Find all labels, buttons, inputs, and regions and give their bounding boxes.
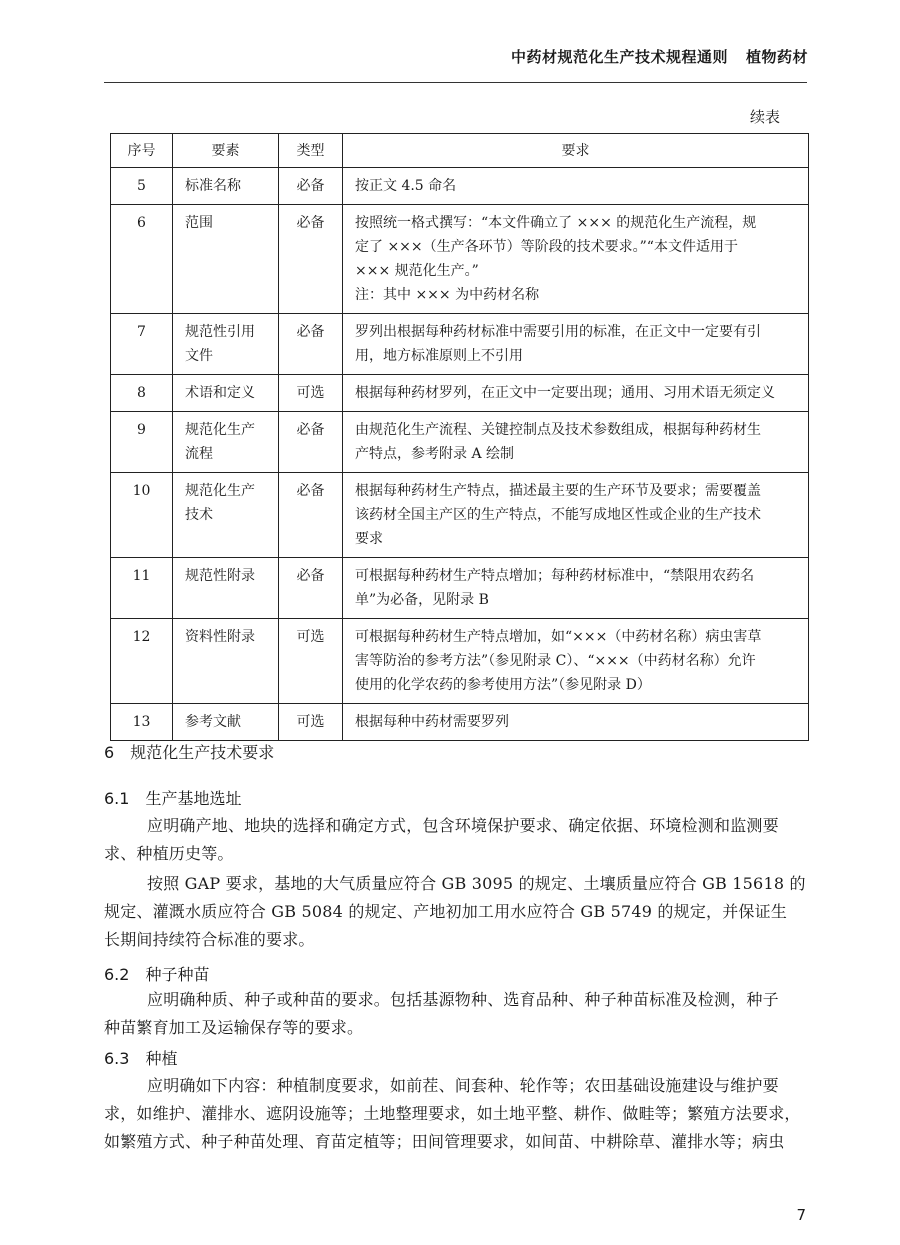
paragraph-line: 应明确产地、地块的选择和确定方式，包含环境保护要求、确定依据、环境检测和监测要: [147, 816, 779, 835]
section-6-3-paragraph-1: [104, 1072, 808, 1156]
section-title: 种植: [145, 1049, 178, 1068]
row-type: 必备: [279, 205, 343, 314]
row-requirement: [343, 205, 809, 314]
requirement-line: 按正文 4.5 命名: [355, 178, 457, 194]
section-6-heading: [104, 740, 274, 763]
row-type: 必备: [279, 168, 343, 205]
table-row: [111, 473, 809, 558]
paragraph-line: 长期间持续符合标准的要求。: [104, 930, 315, 949]
paragraph-line: 种苗繁育加工及运输保存等的要求。: [104, 1018, 364, 1037]
section-6-1-heading: [104, 786, 241, 809]
requirement-line: 单”为必备，见附录 B: [355, 592, 489, 608]
header-rule: [104, 82, 807, 83]
section-title: 生产基地选址: [145, 789, 242, 808]
table-row: [111, 619, 809, 704]
element-line: 规范化生产: [185, 422, 255, 438]
table-row: [111, 314, 809, 375]
section-title: 种子种苗: [145, 965, 210, 984]
requirement-line: 定了 ×××（生产各环节）等阶段的技术要求。”“本文件适用于: [355, 239, 738, 255]
section-title: 规范化生产技术要求: [130, 743, 275, 762]
row-element: [173, 205, 279, 314]
row-element: [173, 314, 279, 375]
section-number: 6.3: [104, 1049, 130, 1068]
section-6-1-paragraph-2: [104, 870, 808, 954]
element-line: 技术: [185, 507, 213, 523]
element-line: 规范性附录: [185, 568, 255, 584]
element-line: 资料性附录: [185, 629, 255, 645]
row-number: 7: [111, 314, 173, 375]
row-requirement: [343, 412, 809, 473]
section-6-3-heading: [104, 1046, 177, 1069]
element-line: 规范性引用: [185, 324, 255, 340]
requirement-line: 使用的化学农药的参考使用方法”（参见附录 D）: [355, 677, 651, 693]
section-number: 6.1: [104, 789, 130, 808]
row-element: [173, 619, 279, 704]
row-number: 13: [111, 704, 173, 741]
requirement-line: 用，地方标准原则上不引用: [355, 348, 523, 364]
row-type: 可选: [279, 619, 343, 704]
requirement-line: 可根据每种药材生产特点增加，如“×××（中药材名称）病虫害草: [355, 629, 762, 645]
row-number: 5: [111, 168, 173, 205]
section-number: 6.2: [104, 965, 130, 984]
table-row: [111, 704, 809, 741]
requirement-line: 罗列出根据每种药材标准中需要引用的标准，在正文中一定要有引: [355, 324, 761, 340]
paragraph-line: 按照 GAP 要求，基地的大气质量应符合 GB 3095 的规定、土壤质量应符合 GB 15618 的: [147, 874, 806, 893]
element-line: 标准名称: [185, 178, 241, 194]
table-caption: 续表: [749, 108, 780, 126]
row-requirement: [343, 168, 809, 205]
requirement-line: 根据每种药材罗列，在正文中一定要出现；通用、习用术语无须定义: [355, 385, 775, 401]
table-header-row: [111, 134, 809, 168]
table-row: [111, 168, 809, 205]
row-type: 可选: [279, 375, 343, 412]
row-requirement: [343, 704, 809, 741]
row-type: 必备: [279, 558, 343, 619]
row-number: 10: [111, 473, 173, 558]
paragraph-line: 求，如维护、灌排水、遮阴设施等；土地整理要求，如土地平整、耕作、做畦等；繁殖方法要求，: [104, 1104, 801, 1123]
page-number: 7: [796, 1206, 806, 1224]
element-line: 规范化生产: [185, 483, 255, 499]
element-line: 范围: [185, 215, 213, 231]
element-line: 流程: [185, 446, 213, 462]
requirement-line: ××× 规范化生产。”: [355, 263, 479, 279]
row-type: 必备: [279, 473, 343, 558]
row-requirement: [343, 619, 809, 704]
table-row: [111, 558, 809, 619]
row-requirement: [343, 473, 809, 558]
element-line: 参考文献: [185, 714, 241, 730]
row-type: 可选: [279, 704, 343, 741]
paragraph-line: 应明确如下内容：种植制度要求，如前茬、间套种、轮作等；农田基础设施建设与维护要: [147, 1076, 779, 1095]
column-header-type: 类型: [279, 134, 343, 168]
running-header: [511, 46, 808, 67]
requirements-table: [110, 133, 809, 741]
requirement-line: 可根据每种药材生产特点增加；每种药材标准中，“禁限用农药名: [355, 568, 755, 584]
column-header-requirement: 要求: [343, 134, 809, 168]
paragraph-line: 应明确种质、种子或种苗的要求。包括基源物种、选育品种、种子种苗标准及检测，种子: [147, 990, 779, 1009]
row-number: 9: [111, 412, 173, 473]
column-header-no: 序号: [111, 134, 173, 168]
row-requirement: [343, 314, 809, 375]
row-element: [173, 704, 279, 741]
section-6-1-paragraph-1: [104, 812, 808, 868]
requirement-note: 注：其中 ××× 为中药材名称: [355, 287, 540, 303]
table-row: [111, 412, 809, 473]
section-6-2-paragraph-1: [104, 986, 808, 1042]
element-line: 文件: [185, 348, 213, 364]
running-header-subtitle: 植物药材: [745, 48, 808, 66]
section-number: 6: [104, 743, 115, 762]
row-element: [173, 558, 279, 619]
row-element: [173, 412, 279, 473]
requirement-line: 要求: [355, 531, 383, 547]
table-row: [111, 205, 809, 314]
section-6-2-heading: [104, 962, 209, 985]
row-element: [173, 168, 279, 205]
paragraph-line: 如繁殖方式、种子种苗处理、育苗定植等；田间管理要求，如间苗、中耕除草、灌排水等；病虫: [104, 1132, 785, 1151]
table-row: [111, 375, 809, 412]
requirement-line: 由规范化生产流程、关键控制点及技术参数组成，根据每种药材生: [355, 422, 761, 438]
element-line: 术语和定义: [185, 385, 255, 401]
row-number: 11: [111, 558, 173, 619]
column-header-element: 要素: [173, 134, 279, 168]
row-element: [173, 375, 279, 412]
row-type: 必备: [279, 412, 343, 473]
paragraph-line: 求、种植历史等。: [104, 844, 234, 863]
row-type: 必备: [279, 314, 343, 375]
requirement-line: 害等防治的参考方法”（参见附录 C）、“×××（中药材名称）允许: [355, 653, 756, 669]
row-number: 6: [111, 205, 173, 314]
requirement-line: 该药材全国主产区的生产特点，不能写成地区性或企业的生产技术: [355, 507, 761, 523]
row-number: 8: [111, 375, 173, 412]
requirement-line: 根据每种中药材需要罗列: [355, 714, 509, 730]
requirement-line: 按照统一格式撰写：“本文件确立了 ××× 的规范化生产流程，规: [355, 215, 757, 231]
requirement-line: 根据每种药材生产特点，描述最主要的生产环节及要求；需要覆盖: [355, 483, 761, 499]
row-element: [173, 473, 279, 558]
running-header-title: 中药材规范化生产技术规程通则: [510, 48, 728, 66]
paragraph-line: 规定、灌溉水质应符合 GB 5084 的规定、产地初加工用水应符合 GB 5749 的规定，并保证生: [104, 902, 788, 921]
requirement-line: 产特点，参考附录 A 绘制: [355, 446, 515, 462]
row-requirement: [343, 375, 809, 412]
row-requirement: [343, 558, 809, 619]
row-number: 12: [111, 619, 173, 704]
